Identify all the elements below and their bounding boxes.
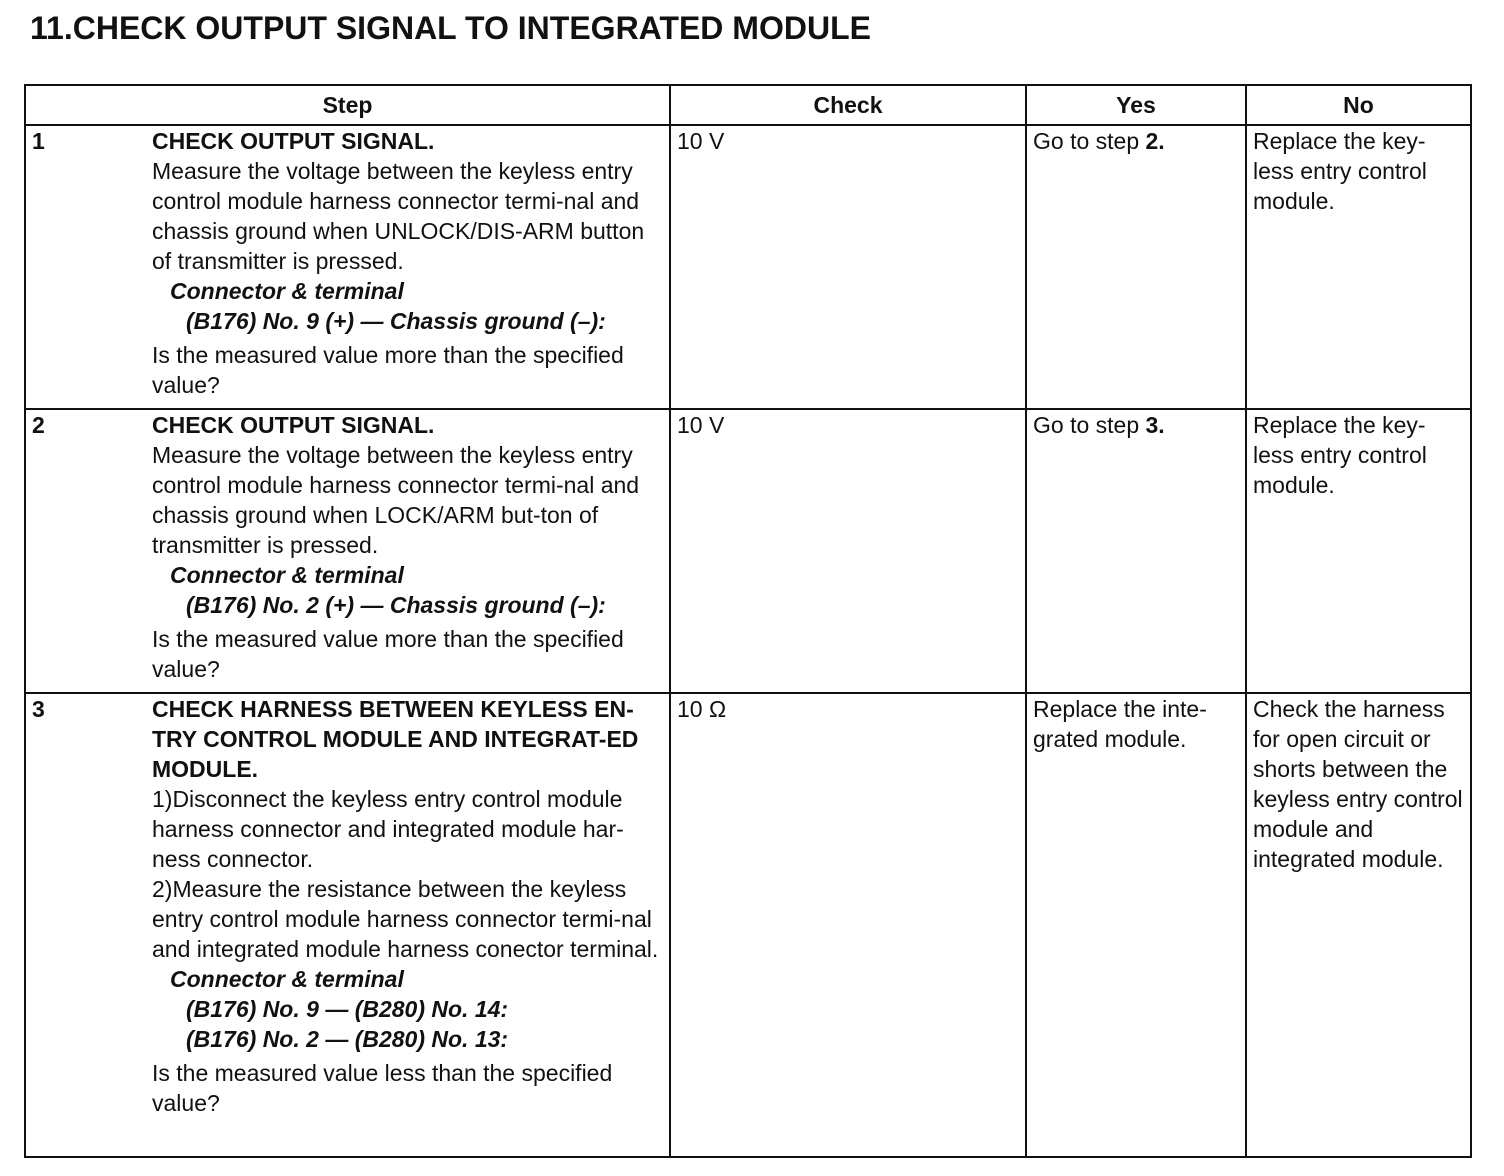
table-row: [25, 693, 1471, 1157]
check-value: 10 Ω: [670, 693, 1026, 1157]
step-heading: CHECK HARNESS BETWEEN KEYLESS EN-TRY CONTROL MODULE AND INTEGRAT-ED MODULE.: [152, 696, 639, 782]
step-number: 1: [25, 125, 148, 409]
no-action: Replace the key-less entry control module.: [1246, 409, 1471, 693]
step-number: 3: [25, 693, 148, 1157]
step-body: Measure the voltage between the keyless entry control module harness connector termi-nal and chassis ground when UNLOCK/DIS-ARM button of transmitter is pressed.: [152, 158, 645, 274]
connector-line: (B176) No. 2 (+) — Chassis ground (–):: [186, 592, 606, 618]
header-yes: Yes: [1026, 85, 1246, 125]
step-description: [148, 125, 670, 409]
check-value: 10 V: [670, 409, 1026, 693]
page-title: 11.CHECK OUTPUT SIGNAL TO INTEGRATED MODULE: [30, 10, 871, 46]
header-no: No: [1246, 85, 1471, 125]
no-action: Check the harness for open circuit or shorts between the keyless entry control module and integrated module.: [1246, 693, 1471, 1157]
step-body-2: 2)Measure the resistance between the keyless entry control module harness connector termi-nal and integrated module harness conector terminal.: [152, 876, 659, 962]
yes-step-ref: 2.: [1145, 128, 1165, 154]
step-question: Is the measured value less than the specified value?: [152, 1060, 613, 1116]
yes-action: Replace the inte-grated module.: [1026, 693, 1246, 1157]
yes-action: [1026, 125, 1246, 409]
step-question: Is the measured value more than the specified value?: [152, 342, 624, 398]
step-description: [148, 409, 670, 693]
yes-prefix: Go to step: [1033, 128, 1146, 154]
table-header-row: [25, 85, 1471, 125]
connector-label: Connector & terminal: [170, 562, 404, 588]
connector-line: (B176) No. 9 (+) — Chassis ground (–):: [186, 308, 606, 334]
step-body-1: 1)Disconnect the keyless entry control module harness connector and integrated module har-ness connector.: [152, 786, 624, 872]
diagnostic-table: [24, 84, 1472, 1158]
step-number: 2: [25, 409, 148, 693]
yes-action: [1026, 409, 1246, 693]
connector-label: Connector & terminal: [170, 966, 404, 992]
step-heading: CHECK OUTPUT SIGNAL.: [152, 128, 435, 154]
connector-line: (B176) No. 9 — (B280) No. 14:: [186, 996, 509, 1022]
step-body: Measure the voltage between the keyless entry control module harness connector termi-nal and chassis ground when LOCK/ARM but-ton of transmitter is pressed.: [152, 442, 640, 558]
step-description: [148, 693, 670, 1157]
check-value: 10 V: [670, 125, 1026, 409]
connector-line: (B176) No. 2 — (B280) No. 13:: [186, 1026, 509, 1052]
header-check: Check: [670, 85, 1026, 125]
step-question: Is the measured value more than the specified value?: [152, 626, 624, 682]
yes-prefix: Go to step: [1033, 412, 1146, 438]
connector-label: Connector & terminal: [170, 278, 404, 304]
table-row: [25, 125, 1471, 409]
table-row: [25, 409, 1471, 693]
no-action: Replace the key-less entry control module.: [1246, 125, 1471, 409]
step-heading: CHECK OUTPUT SIGNAL.: [152, 412, 435, 438]
header-step: Step: [25, 85, 670, 125]
yes-step-ref: 3.: [1145, 412, 1165, 438]
